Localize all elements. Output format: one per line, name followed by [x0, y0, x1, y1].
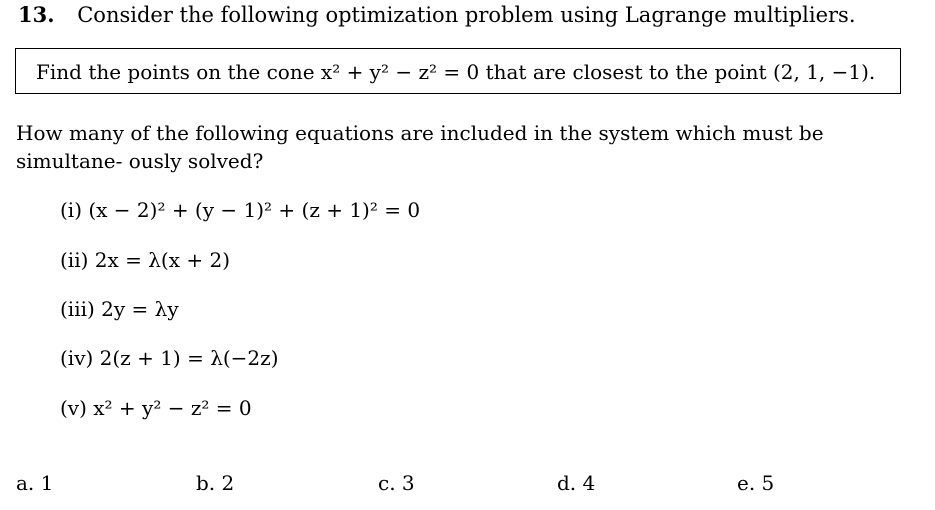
- question-prompt: How many of the following equations are included in the system which must be simultane- ously solved?: [16, 121, 824, 173]
- problem-box: [15, 48, 901, 94]
- equation-v: (v) x² + y² − z² = 0: [60, 396, 252, 420]
- choice-e[interactable]: e. 5: [737, 471, 775, 495]
- question-intro: Consider the following optimization problem using Lagrange multipliers.: [77, 3, 856, 27]
- question-header: [18, 2, 856, 28]
- question-number: 13.: [18, 2, 55, 27]
- choice-d[interactable]: d. 4: [557, 471, 596, 495]
- problem-statement: Find the points on the cone x² + y² − z² = 0 that are closest to the point (2, 1, −1).: [36, 60, 876, 84]
- equation-ii: (ii) 2x = λ(x + 2): [60, 248, 230, 272]
- choice-a[interactable]: a. 1: [16, 471, 54, 495]
- equation-i: (i) (x − 2)² + (y − 1)² + (z + 1)² = 0: [60, 198, 421, 222]
- choice-c[interactable]: c. 3: [378, 471, 415, 495]
- equation-iii: (iii) 2y = λy: [60, 297, 179, 321]
- choice-b[interactable]: b. 2: [196, 471, 235, 495]
- equation-iv: (iv) 2(z + 1) = λ(−2z): [60, 346, 279, 370]
